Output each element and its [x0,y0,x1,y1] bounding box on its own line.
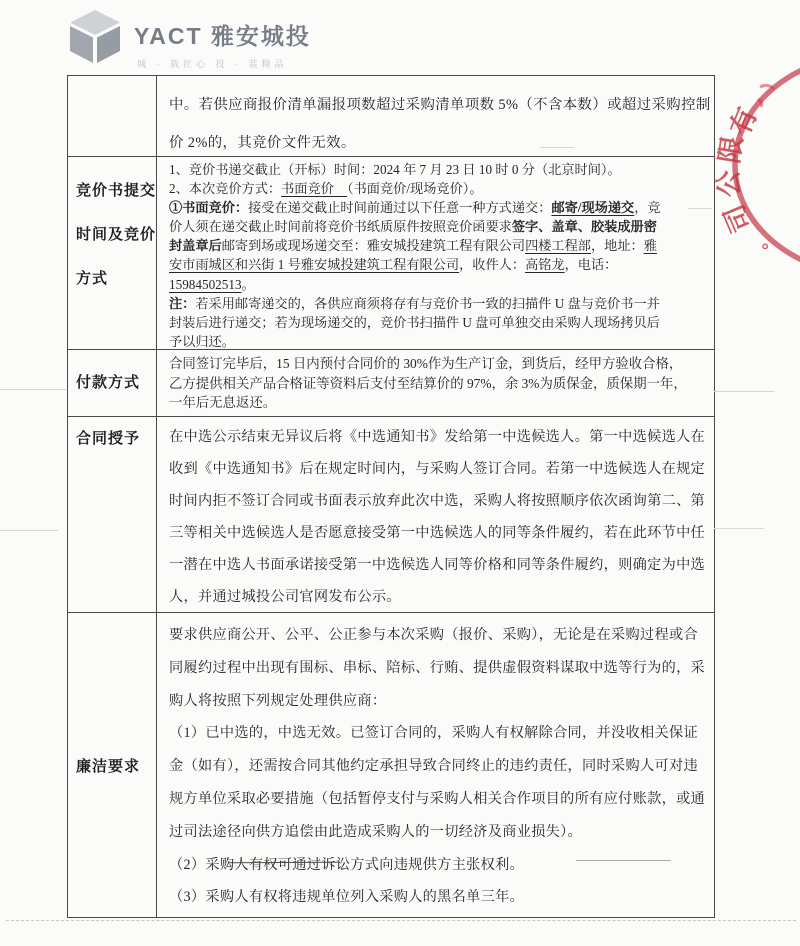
row-label-continuation [68,76,157,156]
text-line: 封盖章后邮寄到场或现场递交至：雅安城投建筑工程有限公司四楼工程部，地址：雅 [169,238,657,254]
row-label-line: 廉洁要求 [76,758,141,775]
seal-char: 限 [714,133,749,166]
text-line: （2）采购人有权可通过诉讼方式向违规供方主张权利。 [169,856,525,873]
row-content-continuation [157,76,714,156]
text-line: ①书面竞价：接受在递交截止时间前通过以下任意一种方式递交：邮寄/现场递交，竞 [169,200,661,216]
row-label-integrity-requirements [68,613,157,917]
procurement-terms-table [67,75,715,918]
row-label-contract-award [68,417,157,612]
row-content-payment-terms [157,350,714,416]
text-line: （1）已中选的，中选无效。已签订合同的，采购人有权解除合同，并没收相关保证 [169,725,698,742]
company-logo-tagline: 城 · 载匠心 投 · 装精品 [137,59,288,69]
text-line: 一潜在中选人书面承诺接受第一中选候选人同等价格和同等条件履约，则确定为中选 [169,557,706,573]
row-label-line: 方式 [76,271,109,287]
row-label-line: 合同授予 [76,431,141,447]
text-line: 封装后进行递交；若为现场递交的，竞价书扫描件 U 盘可单独交由采购人现场拷贝后 [169,314,660,330]
scan-artifact-line [714,528,764,529]
seal-char: 有 [724,103,763,140]
company-cube-icon [68,9,122,65]
seal-char: 司 [718,200,757,237]
company-logo-text: YACT 雅安城投 [134,23,311,49]
text-line: 注：若采用邮寄递交的，各供应商须将存有与竞价书一致的扫描件 U 盘与竞价书一并 [169,295,660,311]
row-content-integrity-requirements [157,613,714,917]
scan-artifact-line [0,530,58,531]
text-line: 金（如有），还需按合同其他约定承担导致合同终止的违约责任，同时采购人可对违 [169,758,698,775]
row-label-bid-submission [68,157,157,349]
scan-artifact-dashed-line [6,920,796,921]
text-line: 一年后无息返还。 [169,395,277,410]
text-line: 乙方提供相关产品合格证等资料后支付至结算价的 97%，余 3%为质保金，质保期一年， [169,375,687,391]
text-line: （3）采购人有权将违规单位列入采购人的黑名单三年。 [169,889,525,906]
text-line: 价人须在递交截止时间前将竞价书纸质原件按照竞价函要求签字、盖章、胶装成册密 [169,219,657,235]
text-line: 过司法途径向供方追偿由此造成采购人的一切经济及商业损失）。 [169,823,583,840]
text-line: 在中选公示结束无异议后将《中选通知书》发给第一中选候选人。第一中选候选人在 [169,429,706,445]
row-content-contract-award [157,417,714,612]
row-label-line: 付款方式 [76,374,141,391]
row-label-line: 时间及竞价 [76,227,157,243]
scan-artifact-line [714,391,774,392]
text-line: 安市雨城区和兴街 1 号雅安城投建筑工程有限公司，收件人：高铭龙，电话： [169,257,618,273]
text-line: 要求供应商公开、公平、公正参与本次采购（报价、采购），无论是在采购过程或合 [169,627,698,643]
text-line: 人，并通过城投公司官网发布公示。 [169,589,401,605]
row-content-bid-submission [157,157,714,349]
text-line: 合同签订完毕后，15 日内预付合同价的 30%作为生产订金，到货后，经甲方验收合格， [169,356,683,371]
text-line: 2、本次竞价方式：书面竞价 （书面竞价/现场竞价）。 [169,181,483,197]
text-line: 三等相关中选候选人是否愿意接受第一中选候选人的同等条件履约，若在此环节中任 [169,525,706,541]
letterhead [68,9,311,70]
row-label-line: 竞价书提交 [76,183,157,199]
seal-partial-glyph [758,85,774,107]
text-line: 价 2%的，其竞价文件无效。 [169,135,356,151]
text-line: 收到《中选通知书》后在规定时间内，与采购人签订合同。若第一中选候选人在规定 [169,461,706,477]
table-row-payment-terms [68,350,714,417]
table-row-contract-award [68,417,714,613]
row-label-payment-terms [68,350,157,416]
text-line: 同履约过程中出现有围标、串标、陪标、行贿、提供虚假资料谋取中选等行为的，采 [169,659,706,676]
text-line: 15984502513。 [169,276,255,292]
seal-char: 公 [713,169,745,199]
table-row-integrity-requirements [68,613,714,917]
table-row-bid-submission [68,157,714,350]
text-line: 时间内拒不签订合同或书面表示放弃此次中选，采购人将按照顺序依次函询第二、第 [169,493,706,509]
text-line: 予以归还。 [169,333,235,349]
text-line: 购人将按照下列规定处理供应商： [169,692,387,709]
table-row-continuation [68,76,714,157]
seal-period: 。 [744,231,772,258]
text-line: 中。若供应商报价清单漏报项数超过采购清单项数 5%（不含本数）或超过采购控制 [169,97,711,113]
scan-artifact-line [0,389,66,390]
text-line: 规方单位采取必要措施（包括暂停支付与采购人相关合作项目的所有应付账款，或通 [169,790,706,807]
text-line: 1、竞价书递交截止（开标）时间：2024 年 7 月 23 日 10 时 0 分（北京时间）。 [169,162,621,177]
